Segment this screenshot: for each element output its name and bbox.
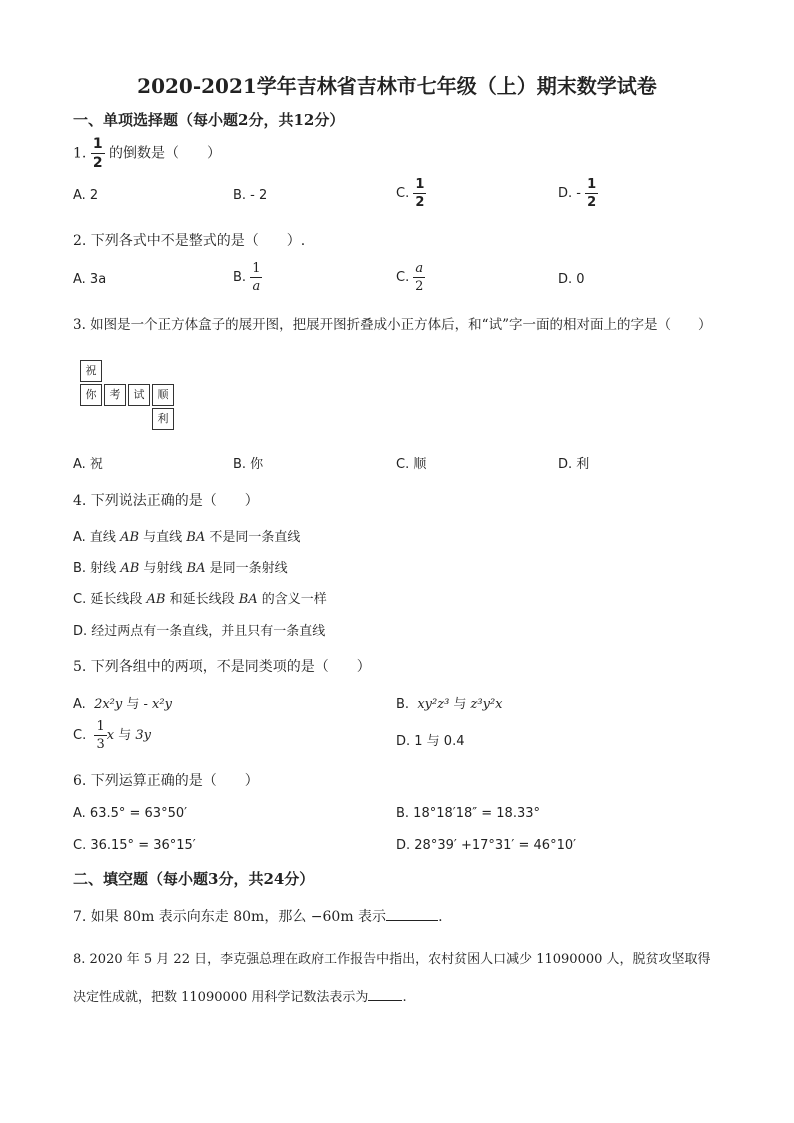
option-label: C. (73, 728, 87, 743)
q5-option-d[interactable]: D. 1 与 0.4 (396, 734, 465, 749)
net-face-li: 利 (152, 408, 174, 430)
fraction-numerator: a (415, 261, 424, 276)
option-label: D. - (558, 186, 581, 201)
net-face-shi: 试 (128, 384, 150, 406)
section-heading-fill-in: 二、填空题（每小题3分，共24分） (73, 870, 315, 888)
math-var: AB (146, 592, 166, 607)
fraction-denominator: 2 (415, 279, 424, 294)
option-label: B. (233, 270, 247, 285)
fraction (91, 137, 105, 170)
question-8-line-2 (73, 986, 407, 1005)
option-label: A. (73, 697, 86, 712)
option-text: 与直线 (139, 530, 187, 545)
q1-option-c[interactable] (396, 178, 426, 209)
fraction-numerator: 1 (252, 261, 261, 276)
question-1 (73, 137, 221, 170)
fraction-denominator: 2 (415, 195, 425, 210)
question-2: 2. 下列各式中不是整式的是（ ）. (73, 233, 306, 249)
q1-option-a[interactable]: A. 2 (73, 188, 99, 203)
fraction (94, 720, 106, 751)
option-text: 和延长线段 (165, 592, 239, 607)
question-4: 4. 下列说法正确的是（ ） (73, 493, 259, 509)
period: . (402, 990, 407, 1005)
option-text: 与 (449, 697, 471, 712)
math-var: BA (238, 592, 258, 607)
fraction-denominator: 2 (587, 195, 597, 210)
q4-option-b[interactable] (73, 557, 288, 576)
page-title: 2020-2021学年吉林省吉林市七年级（上）期末数学试卷 (137, 74, 657, 98)
option-text: 与 (114, 728, 136, 743)
question-text: 决定性成就，把数 11090000 用科学记数法表示为 (73, 990, 369, 1005)
option-text: B. 射线 (73, 561, 121, 576)
math-var: AB (120, 561, 140, 576)
question-8-line-1: 8. 2020 年 5 月 22 日，李克强总理在政府工作报告中指出，农村贫困人口减少 11090000 人，脱贫攻坚取得 (73, 952, 711, 967)
option-label: B. (396, 697, 410, 712)
q6-option-c[interactable]: C. 36.15° = 36°15′ (73, 838, 196, 853)
question-5: 5. 下列各组中的两项，不是同类项的是（ ） (73, 659, 371, 675)
q2-option-b[interactable] (233, 262, 262, 293)
q2-option-c[interactable] (396, 262, 425, 293)
period: . (438, 909, 443, 925)
fraction-numerator: 1 (587, 177, 597, 192)
q6-option-a[interactable]: A. 63.5° = 63°50′ (73, 806, 188, 821)
q1-option-d[interactable] (558, 178, 598, 209)
fraction (585, 178, 598, 209)
option-label: C. (396, 270, 410, 285)
q3-option-a[interactable]: A. 祝 (73, 457, 103, 472)
fraction-denominator: a (252, 279, 261, 294)
q6-option-b[interactable]: B. 18°18′18″ = 18.33° (396, 806, 540, 821)
fraction (413, 262, 425, 293)
q6-option-d[interactable]: D. 28°39′ +17°31′ = 46°10′ (396, 838, 577, 853)
math-expr: xy²z³ (417, 697, 450, 712)
q2-option-d[interactable]: D. 0 (558, 272, 585, 287)
math-expr: - x²y (143, 697, 172, 712)
math-var: BA (186, 530, 206, 545)
net-face-shun: 顺 (152, 384, 174, 406)
fraction-numerator: 1 (96, 719, 105, 734)
math-var: AB (120, 530, 140, 545)
question-7 (73, 906, 443, 926)
net-face-ni: 你 (80, 384, 102, 406)
math-var: BA (186, 561, 206, 576)
math-expr: 2x²y (94, 697, 123, 712)
q4-option-a[interactable] (73, 526, 300, 545)
question-text: 7. 如果 80m 表示向东走 80m，那么 −60m 表示 (73, 909, 387, 925)
q3-option-d[interactable]: D. 利 (558, 457, 590, 472)
option-text: A. 直线 (73, 530, 121, 545)
answer-blank[interactable] (368, 988, 402, 1001)
fraction-denominator: 2 (92, 155, 103, 171)
option-text: 的含义一样 (257, 592, 327, 607)
fraction (413, 178, 426, 209)
q4-option-d[interactable]: D. 经过两点有一条直线，并且只有一条直线 (73, 624, 326, 639)
fraction (250, 262, 262, 293)
question-text: 的倒数是（ ） (109, 145, 222, 162)
option-text: C. 延长线段 (73, 592, 147, 607)
option-text: 不是同一条直线 (205, 530, 301, 545)
answer-blank[interactable] (386, 908, 438, 921)
net-face-kao: 考 (104, 384, 126, 406)
option-text: 与 (122, 697, 144, 712)
fraction-denominator: 3 (96, 737, 105, 752)
option-label: C. (396, 186, 410, 201)
q5-option-b[interactable] (396, 693, 503, 712)
q3-option-b[interactable]: B. 你 (233, 457, 264, 472)
question-3: 3. 如图是一个正方体盒子的展开图，把展开图折叠成小正方体后，和“试”字一面的相对面上的字是（ ） (73, 317, 712, 333)
q3-option-c[interactable]: C. 顺 (396, 457, 427, 472)
question-number: 1. (73, 145, 87, 162)
q4-option-c[interactable] (73, 588, 327, 607)
q5-option-a[interactable] (73, 693, 172, 712)
q1-option-b[interactable]: B. - 2 (233, 188, 268, 203)
fraction-numerator: 1 (92, 136, 103, 152)
option-text: 是同一条射线 (205, 561, 288, 576)
fraction-numerator: 1 (415, 177, 425, 192)
q5-option-c[interactable] (73, 720, 151, 751)
math-expr: x (106, 728, 115, 743)
q2-option-a[interactable]: A. 3a (73, 272, 107, 287)
question-6: 6. 下列运算正确的是（ ） (73, 773, 259, 789)
option-text: 与射线 (139, 561, 187, 576)
net-face-zhu: 祝 (80, 360, 102, 382)
section-heading-choice: 一、单项选择题（每小题2分，共12分） (73, 111, 345, 129)
math-expr: z³y²x (470, 697, 503, 712)
math-expr: 3y (135, 728, 151, 743)
